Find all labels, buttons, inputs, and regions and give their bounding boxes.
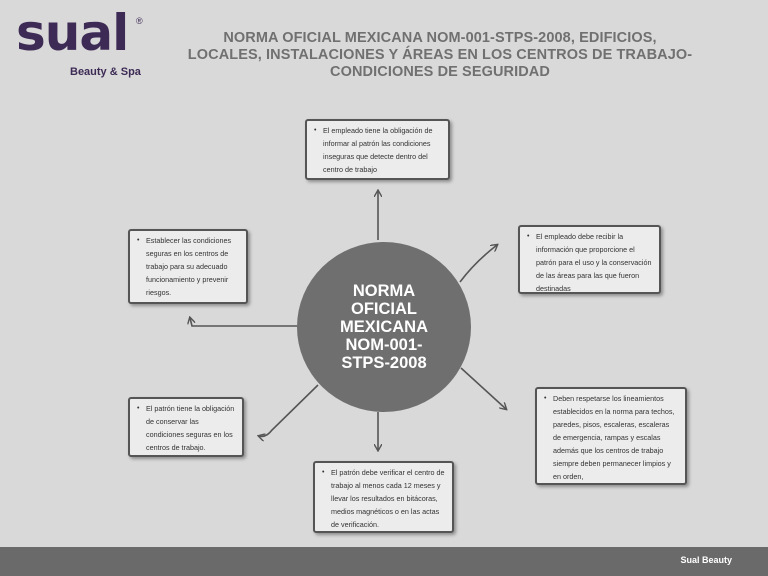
arrow-to-lower-right-box (461, 368, 506, 409)
logo-tagline: Beauty & Spa (70, 66, 141, 78)
arrow-to-upper-right-box (460, 245, 497, 282)
title-line-3: CONDICIONES DE SEGURIDAD (330, 64, 550, 80)
title-line-2: LOCALES, INSTALACIONES Y ÁREAS EN LOS CENTROS DE TRABAJO- (187, 47, 693, 63)
footer-bar (0, 547, 768, 576)
arrow-to-upper-left-box (190, 318, 297, 326)
box-bottom: • El patrón debe verificar el centro de trabajo al menos cada 12 meses y llevar los resultados en bitácoras, medios magnéticos o en las actas de verificación. (313, 461, 454, 533)
footer-text: Sual Beauty (680, 555, 732, 565)
arrow-to-lower-left-box (259, 385, 318, 436)
box-lower-right: • Deben respetarse los lineamientos establecidos en la norma para techos, paredes, pisos, escaleras, escaleras de emergencia, rampas y escalas además que los centros de trabajo siempre deben permanecer limpios y en orden, (535, 387, 687, 485)
box-top: • El empleado tiene la obligación de informar al patrón las condiciones inseguras que detecte dentro del centro de trabajo (305, 119, 450, 180)
box-lower-left: • El patrón tiene la obligación de conservar las condiciones seguras en los centros de trabajo. (128, 397, 244, 457)
logo-wordmark: sual (16, 4, 129, 62)
box-upper-left: • Establecer las condiciones seguras en los centros de trabajo para su adecuado funcionamiento y prevenir riesgos. (128, 229, 248, 304)
title-line-1: NORMA OFICIAL MEXICANA NOM-001-STPS-2008, EDIFICIOS, (223, 30, 657, 46)
center-title: NORMA OFICIAL MEXICANA NOM-001-STPS-2008 (339, 282, 428, 372)
box-upper-right: • El empleado debe recibir la información que proporcione el patrón para el uso y la conservación de las áreas para las que fueron destinadas (518, 225, 661, 294)
logo-registered-mark: ® (136, 16, 143, 26)
center-circle (297, 242, 471, 412)
